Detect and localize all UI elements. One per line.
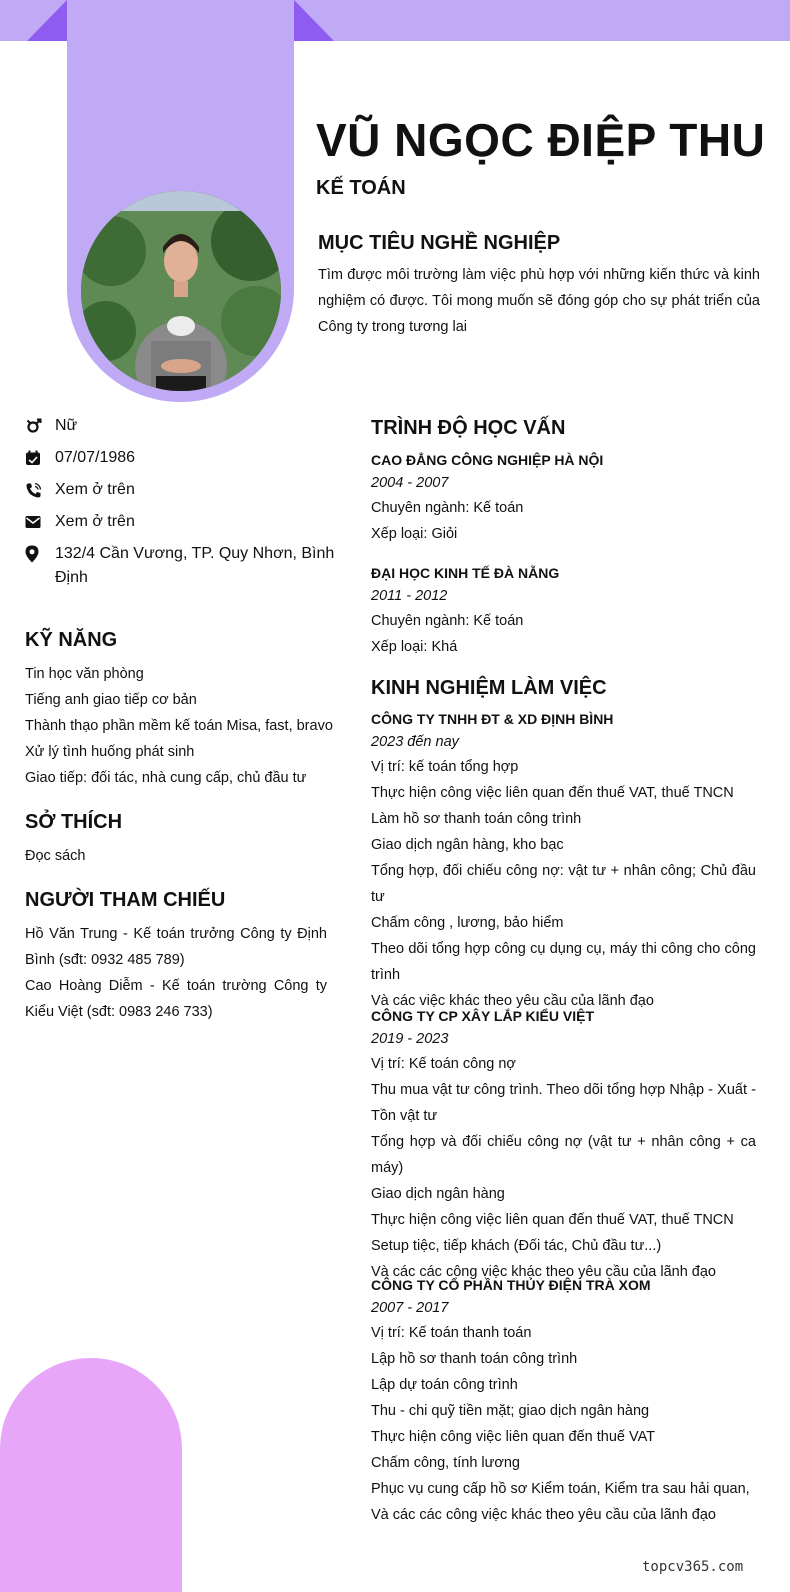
grade: Xếp loại: Khá [371,639,458,655]
experience-entry [371,1005,756,1285]
list-item: Cao Hoàng Diễm - Kế toán trường Công ty Kiểu Việt (sđt: 0983 246 733) [25,978,327,1020]
hobbies-list [25,843,85,869]
experience-heading: KINH NGHIỆM LÀM VIỆC [371,677,607,699]
hobbies-heading: SỞ THÍCH [25,811,123,833]
company-name: CÔNG TY CỔ PHẦN THỦY ĐIỆN TRÀ XOM [371,1277,651,1293]
school-name: CAO ĐẲNG CÔNG NGHIỆP HÀ NỘI [371,452,604,468]
duty-line: Tổng hợp, đối chiếu công nợ: vật tư + nhân công; Chủ đầu tư [371,863,756,905]
job-title: KẾ TOÁN [316,177,406,199]
duty-line: Thu mua vật tư công trình. Theo dõi tổng hợp Nhập - Xuất - Tồn vật tư [371,1082,756,1124]
duty-line: Theo dõi tổng hợp công cụ dụng cụ, máy thi công cho công trình [371,941,756,983]
company-name: CÔNG TY CP XÂY LẮP KIỂU VIỆT [371,1008,595,1024]
phone-icon [25,478,55,502]
experience-entry [371,708,756,1014]
duty-line: Thực hiện công việc liên quan đến thuế VAT [371,1429,656,1445]
references-heading: NGƯỜI THAM CHIẾU [25,889,226,911]
list-item: Đọc sách [25,848,86,864]
duty-line: Setup tiệc, tiếp khách (Đối tác, Chủ đầu tư...) [371,1238,662,1254]
contact-info [25,414,335,598]
phone-value: Xem ở trên [55,481,135,498]
phone-row [25,478,335,502]
list-item: Tiếng anh giao tiếp cơ bản [25,692,197,708]
watermark: topcv365.com [642,1559,744,1575]
duty-line: Chấm công, tính lương [371,1455,520,1471]
work-period: 2019 - 2023 [371,1031,449,1047]
calendar-icon [25,446,55,470]
skills-list [25,661,333,791]
duty-line: Và các các công việc khác theo yêu cầu của lãnh đạo [371,1507,716,1523]
list-item: Tin học văn phòng [25,666,144,682]
education-entry [371,562,756,660]
work-period: 2007 - 2017 [371,1300,449,1316]
duty-line: Và các các công việc khác theo yêu cầu của lãnh đạo [371,1264,716,1280]
duty-line: Lập hồ sơ thanh toán công trình [371,1351,578,1367]
dob-value: 07/07/1986 [55,449,136,466]
ribbon-fold-left [27,0,67,41]
education-entry [371,449,756,547]
decorative-arch [0,1358,182,1592]
duty-line: Tổng hợp và đối chiếu công nợ (vật tư + nhân công + ca máy) [371,1134,756,1176]
address-row [25,542,335,590]
objective-text: Tìm được môi trường làm việc phù hợp với những kiến thức và kinh nghiệm có được. Tôi mong muốn sẽ đóng góp cho sự phát triển của Công ty trong tương lai [318,267,760,335]
ribbon-fold-right [294,0,334,41]
duty-line: Thực hiện công việc liên quan đến thuế VAT, thuế TNCN [371,1212,734,1228]
list-item: Thành thạo phần mềm kế toán Misa, fast, bravo [25,718,333,734]
major: Chuyên ngành: Kế toán [371,613,524,629]
gender-row [25,414,335,438]
major: Chuyên ngành: Kế toán [371,500,524,516]
education-heading: TRÌNH ĐỘ HỌC VẤN [371,417,566,439]
profile-photo [81,191,281,391]
duty-line: Vị trí: kế toán tổng hợp [371,759,519,775]
email-row [25,510,335,534]
candidate-name: VŨ NGỌC ĐIỆP THU [316,114,766,166]
duty-line: Phục vụ cung cấp hồ sơ Kiểm toán, Kiểm tra sau hải quan, [371,1481,750,1497]
location-pin-icon [25,542,55,566]
school-name: ĐẠI HỌC KINH TẾ ĐÀ NẴNG [371,565,560,581]
duty-line: Vị trí: Kế toán công nợ [371,1056,516,1072]
duty-line: Làm hồ sơ thanh toán công trình [371,811,582,827]
objective-heading: MỤC TIÊU NGHỀ NGHIỆP [318,232,561,254]
list-item: Xử lý tình huống phát sinh [25,744,195,760]
duty-line: Và các việc khác theo yêu cầu của lãnh đạo [371,993,654,1009]
duty-line: Chấm công , lương, bảo hiểm [371,915,564,931]
duty-line: Thực hiện công việc liên quan đến thuế VAT, thuế TNCN [371,785,734,801]
list-item: Giao tiếp: đối tác, nhà cung cấp, chủ đầu tư [25,770,307,786]
duty-line: Giao dịch ngân hàng [371,1186,505,1202]
mail-icon [25,510,55,534]
list-item: Hồ Văn Trung - Kế toán trưởng Công ty Định Bình (sđt: 0932 485 789) [25,926,327,968]
gender-icon [25,414,55,438]
company-name: CÔNG TY TNHH ĐT & XD ĐỊNH BÌNH [371,711,614,727]
duty-line: Vị trí: Kế toán thanh toán [371,1325,532,1341]
skills-heading: KỸ NĂNG [25,629,118,651]
dob-row [25,446,335,470]
study-period: 2011 - 2012 [371,588,448,604]
study-period: 2004 - 2007 [371,475,449,491]
gender-value: Nữ [55,417,78,434]
references-list [25,921,327,1025]
grade: Xếp loại: Giỏi [371,526,458,542]
work-period: 2023 đến nay [371,734,459,750]
duty-line: Lập dự toán công trình [371,1377,518,1393]
duty-line: Giao dịch ngân hàng, kho bạc [371,837,564,853]
address-value: 132/4 Cần Vương, TP. Quy Nhơn, Bình Định [55,545,335,586]
duty-line: Thu - chi quỹ tiền mặt; giao dịch ngân hàng [371,1403,650,1419]
experience-entry [371,1274,756,1528]
email-value: Xem ở trên [55,513,135,530]
